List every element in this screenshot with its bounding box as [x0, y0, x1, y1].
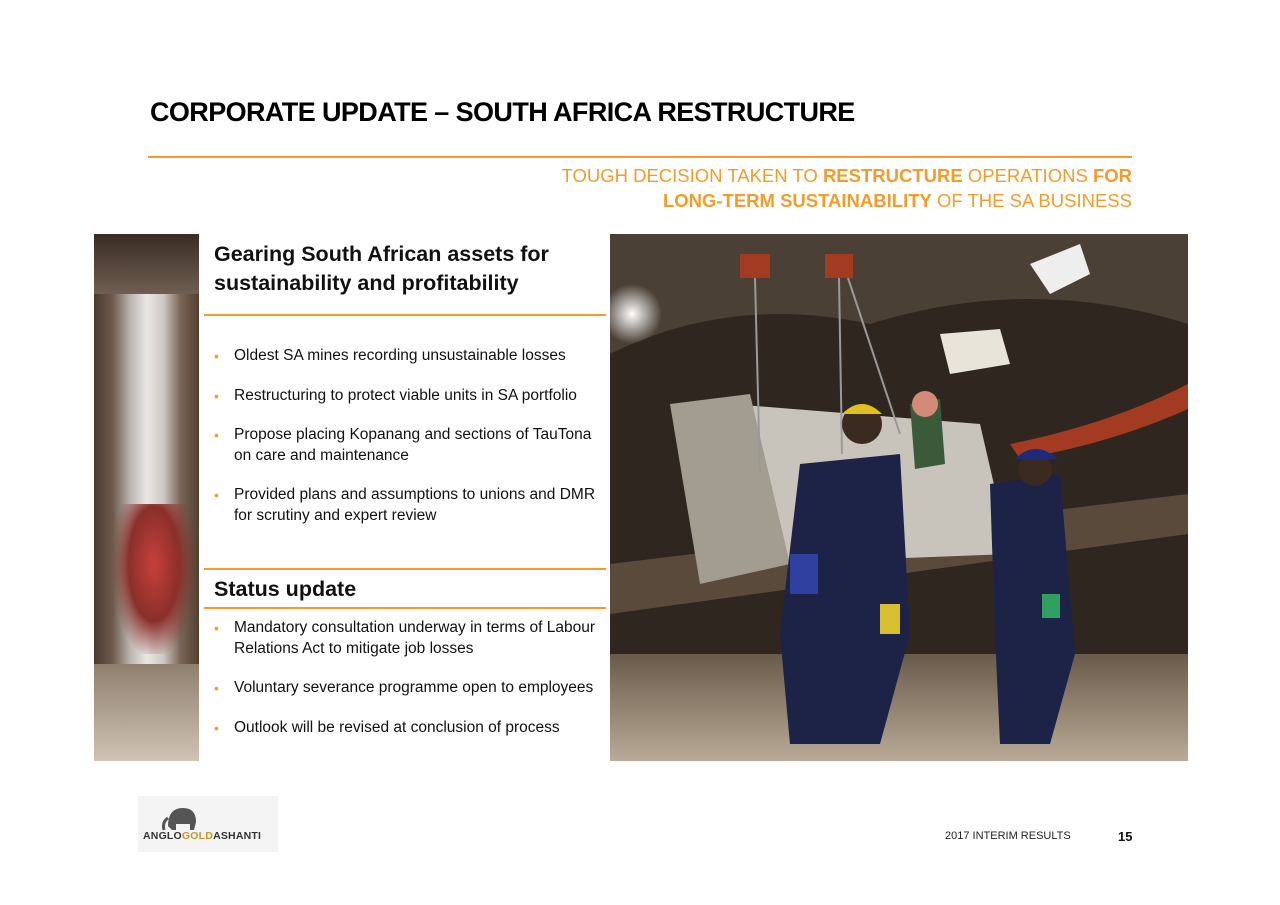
logo-wordmark: ANGLOGOLDASHANTI — [143, 830, 262, 842]
slide-subtitle — [412, 163, 1132, 213]
subtitle-part3: OPERATIONS — [962, 165, 1093, 186]
slide-title: CORPORATE UPDATE – SOUTH AFRICA RESTRUCTURE — [150, 97, 855, 127]
mine-workers-photo — [610, 234, 1188, 761]
list-item: • Provided plans and assumptions to unions and DMR for scrutiny and expert review — [214, 486, 596, 524]
panel-heading: Gearing South African assets for sustainability and profitability — [214, 242, 549, 295]
subtitle-restructure: RESTRUCTURE — [822, 165, 963, 186]
list-item: • Propose placing Kopanang and sections of TauTona on care and maintenance — [214, 426, 592, 464]
mine-scene-illustration — [610, 234, 1188, 761]
bullet-icon: • — [214, 719, 219, 736]
bullet-icon: • — [214, 427, 219, 443]
list-item: • Voluntary severance programme open to employees — [214, 678, 604, 699]
footer-label: 2017 INTERIM RESULTS — [945, 830, 1071, 842]
list-item: • Outlook will be revised at conclusion of process — [214, 718, 604, 739]
bullet-icon: • — [214, 487, 219, 503]
panel-divider — [204, 314, 606, 316]
status-bullet-list — [214, 618, 604, 757]
bullet-icon: • — [214, 348, 219, 364]
panel-bullet-list — [214, 346, 604, 545]
rock-face-photo — [94, 234, 199, 761]
title-divider — [148, 156, 1132, 158]
subtitle-long-term: LONG-TERM SUSTAINABILITY — [662, 190, 932, 211]
bullet-icon: • — [214, 680, 219, 696]
list-item: • Oldest SA mines recording unsustainable losses — [214, 346, 604, 367]
anglogold-ashanti-logo — [138, 796, 278, 852]
subtitle-part6: OF THE SA BUSINESS — [931, 190, 1132, 211]
bullet-icon: • — [214, 620, 219, 636]
subtitle-for: FOR — [1092, 165, 1132, 186]
list-item: • Mandatory consultation underway in terms of Labour Relations Act to mitigate job losses — [214, 619, 596, 657]
status-divider-bottom — [204, 607, 606, 609]
page-number: 15 — [1118, 829, 1133, 844]
subtitle-part1: TOUGH DECISION TAKEN TO — [561, 165, 823, 186]
list-item: • Restructuring to protect viable units in SA portfolio — [214, 386, 604, 407]
elephant-icon — [138, 796, 278, 852]
bullet-icon: • — [214, 387, 219, 404]
status-heading: Status update — [214, 577, 357, 601]
status-divider-top — [204, 568, 606, 570]
